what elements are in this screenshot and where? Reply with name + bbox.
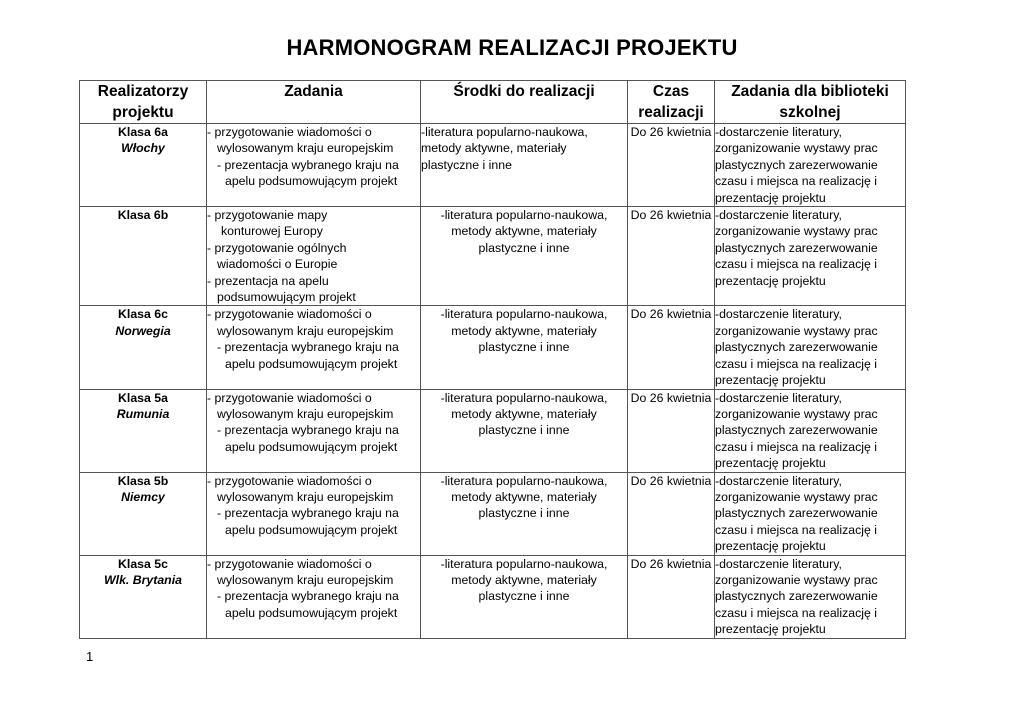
means-cell: -literatura popularno-naukowa, metody aktywne, materiały plastyczne i inne [421,306,628,389]
task-line: - przygotowanie wiadomości o [207,125,372,139]
task-line: - przygotowanie wiadomości o [207,556,372,571]
task-line: apelu podsumowującym projekt [225,605,398,620]
time-cell: Do 26 kwietnia [628,207,715,306]
task-line: apelu podsumowującym projekt [225,174,398,189]
header-czas: Czas realizacji [628,81,715,124]
task-line: apelu podsumowującym projekt [225,439,398,454]
means-cell: -literatura popularno-naukowa, metody aktywne, materiały plastyczne i inne [421,555,628,638]
task-line: konturowej Europy [221,224,323,239]
task-line: - prezentacja wybranego kraju na [217,423,399,438]
class-name: Klasa 5c [118,556,168,571]
task-line: apelu podsumowującym projekt [225,356,398,371]
task-line: - przygotowanie mapy [207,208,328,223]
tasks-cell [207,207,421,306]
task-line: wylosowanym kraju europejskim [217,489,394,504]
class-cell [80,124,207,207]
schedule-table [79,80,906,639]
class-name: Klasa 5b [117,473,169,488]
class-name: Klasa 6c [118,307,168,322]
class-cell [80,555,207,638]
task-line: - przygotowanie ogólnych [207,240,347,255]
country-name: Włochy [121,141,165,156]
class-cell [80,306,207,389]
document-title: HARMONOGRAM REALIZACJI PROJEKTU [286,35,738,60]
time-cell: Do 26 kwietnia [628,306,715,389]
means-cell: -literatura popularno-naukowa, metody aktywne, materiały plastyczne i inne [421,124,628,207]
task-line: - prezentacja wybranego kraju na [217,157,399,172]
table-row [80,207,906,306]
task-line: - prezentacja wybranego kraju na [217,506,399,521]
library-tasks-cell: -dostarczenie literatury, zorganizowanie wystawy prac plastycznych zarezerwowanie czasu i miejsca na realizację i prezentację projektu [715,389,906,472]
tasks-cell [207,472,421,555]
library-tasks-cell: -dostarczenie literatury, zorganizowanie wystawy prac plastycznych zarezerwowanie czasu i miejsca na realizację i prezentację projektu [715,472,906,555]
class-name: Klasa 6b [117,208,169,223]
task-line: - prezentacja wybranego kraju na [217,340,399,355]
class-name: Klasa 6a [118,125,168,139]
class-cell [80,472,207,555]
task-line: wylosowanym kraju europejskim [217,572,394,587]
task-line: - prezentacja na apelu [207,273,329,288]
time-cell: Do 26 kwietnia [628,555,715,638]
time-cell: Do 26 kwietnia [628,472,715,555]
task-line: wylosowanym kraju europejskim [217,323,394,338]
task-line: podsumowującym projekt [217,290,356,305]
means-cell: -literatura popularno-naukowa, metody aktywne, materiały plastyczne i inne [421,472,628,555]
tasks-cell [207,555,421,638]
country-name: Niemcy [121,489,165,504]
country-name: Rumunia [116,406,170,421]
class-cell [80,389,207,472]
header-srodki: Środki do realizacji [421,81,628,124]
task-line: apelu podsumowującym projekt [225,522,398,537]
header-biblioteka: Zadania dla biblioteki szkolnej [715,81,906,124]
page-number: 1 [86,649,94,664]
library-tasks-cell: -dostarczenie literatury, zorganizowanie wystawy prac plastycznych zarezerwowanie czasu i miejsca na realizację i prezentację projektu [715,306,906,389]
library-tasks-cell: -dostarczenie literatury, zorganizowanie wystawy prac plastycznych zarezerwowanie czasu i miejsca na realizację i prezentację projektu [715,124,906,207]
header-zadania: Zadania [207,81,421,124]
table-header-row [80,81,906,124]
table-row [80,389,906,472]
table-row [80,472,906,555]
task-line: wiadomości o Europie [217,257,338,272]
tasks-cell [207,124,421,207]
task-line: wylosowanym kraju europejskim [217,141,394,156]
country-name: Norwegia [115,323,171,338]
tasks-cell [207,389,421,472]
country-name: Wlk. Brytania [104,572,182,587]
table-row [80,124,906,207]
means-cell: -literatura popularno-naukowa, metody aktywne, materiały plastyczne i inne [421,389,628,472]
table-row [80,555,906,638]
means-cell: -literatura popularno-naukowa, metody aktywne, materiały plastyczne i inne [421,207,628,306]
class-cell [80,207,207,306]
table-row [80,306,906,389]
library-tasks-cell: -dostarczenie literatury, zorganizowanie wystawy prac plastycznych zarezerwowanie czasu i miejsca na realizację i prezentację projektu [715,555,906,638]
tasks-cell [207,306,421,389]
task-line: - prezentacja wybranego kraju na [217,589,399,604]
class-name: Klasa 5a [118,390,168,405]
task-line: - przygotowanie wiadomości o [207,390,372,405]
time-cell: Do 26 kwietnia [628,389,715,472]
task-line: wylosowanym kraju europejskim [217,406,394,421]
task-line: - przygotowanie wiadomości o [207,473,372,488]
time-cell: Do 26 kwietnia [628,124,715,207]
task-line: - przygotowanie wiadomości o [207,307,372,322]
library-tasks-cell: -dostarczenie literatury, zorganizowanie wystawy prac plastycznych zarezerwowanie czasu i miejsca na realizację i prezentację projektu [715,207,906,306]
header-realizatorzy: Realizatorzy projektu [80,81,207,124]
